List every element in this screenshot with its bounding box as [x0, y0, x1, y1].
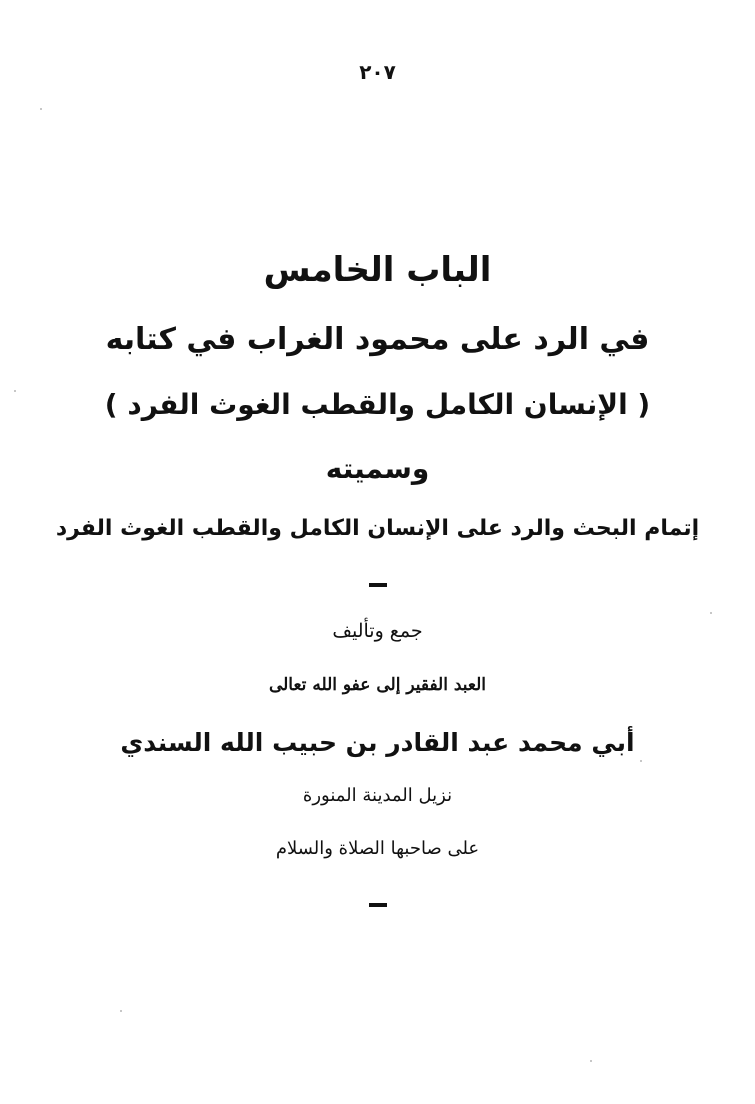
refuted-book-title: ( الإنسان الكامل والقطب الغوث الفرد ): [104, 388, 651, 421]
scan-speck: [120, 1010, 122, 1012]
compiled-by-label: جمع وتأليف: [332, 620, 423, 642]
page-number: ٢٠٧: [359, 60, 396, 84]
naming-label: وسميته: [325, 452, 430, 485]
section-divider-bottom: [369, 903, 387, 907]
scan-speck: [40, 108, 42, 110]
book-title: إتمام البحث والرد على الإنسان الكامل والقطب الغوث الفرد: [55, 516, 700, 541]
section-divider-top: [369, 583, 387, 587]
blessing-line: على صاحبها الصلاة والسلام: [275, 838, 480, 859]
scan-speck: [590, 1060, 592, 1062]
scan-speck: [640, 760, 642, 762]
scan-speck: [710, 612, 712, 614]
author-residence: نزيل المدينة المنورة: [302, 785, 453, 806]
author-epithet: العبد الفقير إلى عفو الله تعالى: [268, 675, 487, 695]
chapter-subtitle: في الرد على محمود الغراب في كتابه: [105, 322, 650, 357]
author-name: أبي محمد عبد القادر بن حبيب الله السندي: [120, 728, 635, 757]
chapter-title: الباب الخامس: [263, 250, 492, 290]
scan-speck: [14, 390, 16, 392]
